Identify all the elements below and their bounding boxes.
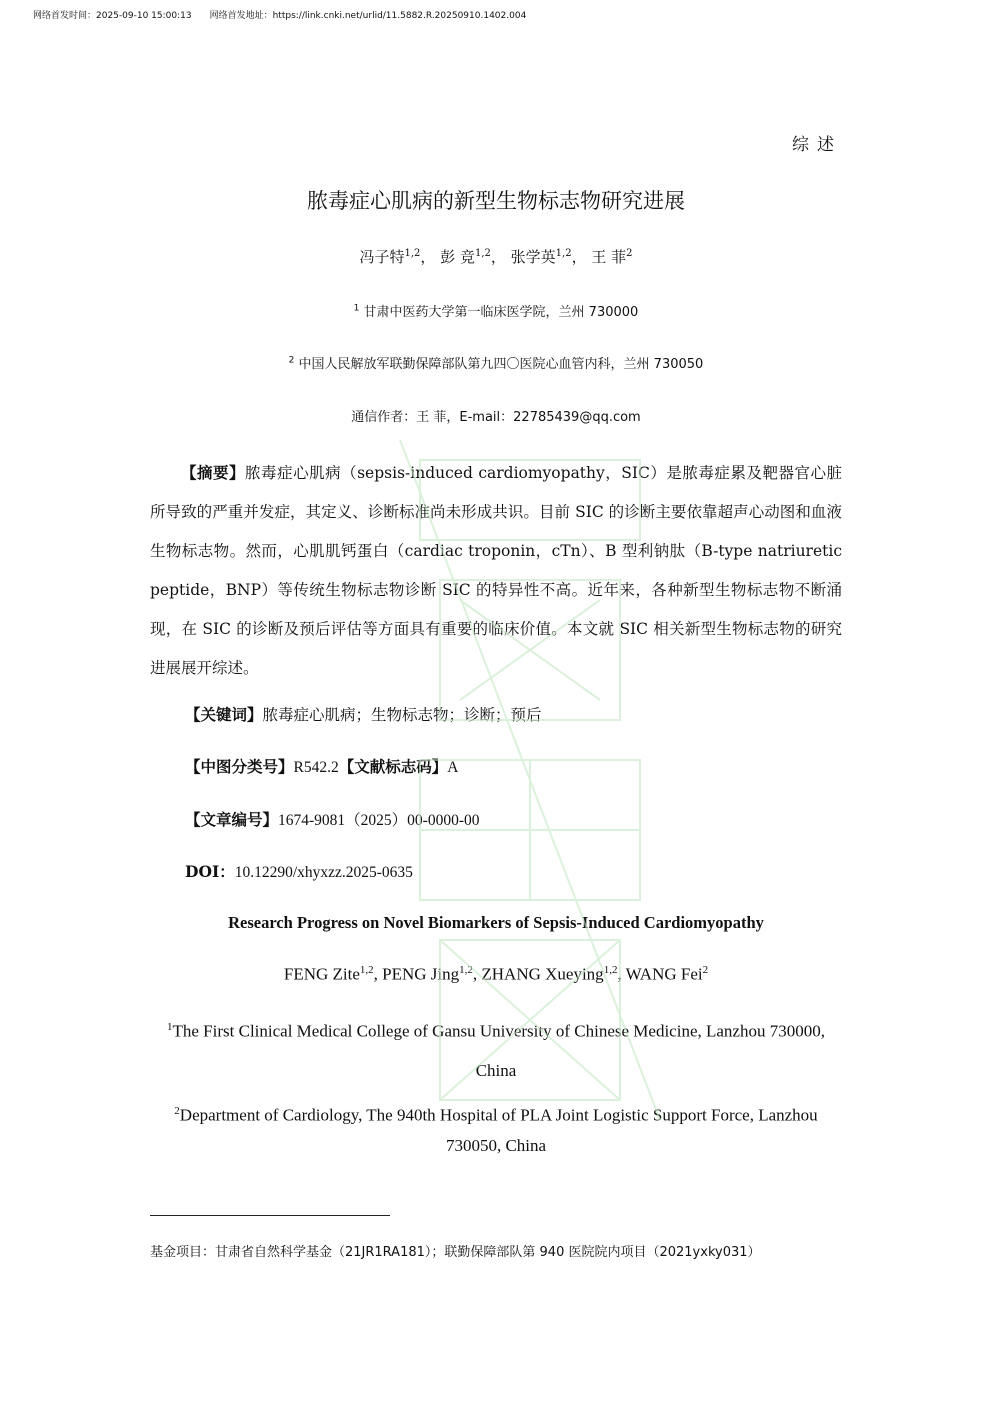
author-name-en: ZHANG Xueying bbox=[481, 964, 604, 984]
title-cn: 脓毒症心肌病的新型生物标志物研究进展 bbox=[307, 189, 685, 213]
author-name: 王 菲 bbox=[591, 248, 627, 266]
publish-time: 网络首发时间：2025-09-10 15:00:13 bbox=[33, 11, 192, 21]
author-affil-sup: 1,2 bbox=[555, 248, 572, 259]
funding-footnote: 基金项目：甘肃省自然科学基金（21JR1RA181）；联勤保障部队第 940 医院院内项目（2021yxky031） bbox=[150, 1245, 761, 1260]
doi bbox=[185, 860, 413, 882]
affil-text: 中国人民解放军联勤保障部队第九四〇医院心血管内科，兰州 730050 bbox=[298, 357, 704, 372]
affil-sup: 1 bbox=[353, 303, 360, 314]
author-name: 彭 竞 bbox=[440, 248, 475, 266]
affil-sup: 2 bbox=[174, 1105, 180, 1117]
article-number-value: 1674-9081（2025）00-0000-00 bbox=[278, 812, 480, 829]
abstract-text: 脓毒症心肌病（sepsis-induced cardiomyopathy，SIC）是脓毒症累及靶器官心脏所导致的严重并发症，其定义、诊断标准尚未形成共识。目前 SIC 的诊断主要依靠超声心动图和血液生物标志物。然而，心肌肌钙蛋白（cardiac troponin，cTn）、B 型利钠肽（B-type natriuretic peptide，BNP）等传统生物标志物诊断 SIC 的特异性不高。近年来，各种新型生物标志物不断涌现，在 SIC 的诊断及预后评估等方面具有重要的临床价值。本文就 SIC 相关新型生物标志物的研究进展展开综述。 bbox=[150, 464, 842, 677]
author-affil-sup: 2 bbox=[626, 248, 633, 259]
author-affil-sup: 1,2 bbox=[404, 248, 421, 259]
abstract bbox=[150, 453, 842, 688]
affil-text: 甘肃中医药大学第一临床医学院，兰州 730000 bbox=[363, 305, 639, 320]
correspondence: 通信作者：王 菲，E-mail：22785439@qq.com bbox=[351, 410, 641, 425]
affil-text-en: The First Clinical Medical College of Gansu University of Chinese Medicine, Lanzhou 730000, China bbox=[172, 1021, 825, 1080]
section-tag: 综述 bbox=[792, 135, 842, 155]
author-affil-sup: 1,2 bbox=[603, 964, 618, 976]
author-affil-sup: 1,2 bbox=[474, 248, 491, 259]
keywords-label: 【关键词】 bbox=[185, 705, 263, 724]
affiliation-en-2 bbox=[150, 1096, 842, 1161]
authors-cn: 冯子特$^{1,2}$， 彭 竞$^{1,2}$， 张学英$^{1,2}$， 王 菲$^2$ bbox=[359, 248, 633, 266]
footnote-divider bbox=[150, 1215, 390, 1216]
affiliation-en-1 bbox=[150, 1008, 842, 1090]
publication-header bbox=[33, 8, 526, 21]
affil-sup: 1 bbox=[167, 1021, 173, 1033]
doi-value: 10.12290/xhyxzz.2025-0635 bbox=[234, 864, 413, 881]
author-affil-sup: 1,2 bbox=[359, 964, 374, 976]
clc-label: 【中图分类号】 bbox=[185, 757, 294, 776]
author-name-en: FENG Zite bbox=[283, 964, 360, 984]
author-name: 张学英 bbox=[510, 248, 556, 266]
author-affil-sup: 2 bbox=[702, 964, 709, 976]
affil-sup: 2 bbox=[288, 355, 295, 366]
authors-en: FENG Zite$^{1,2}$, PENG Jing$^{1,2}$, ZHANG Xueying$^{1,2}$, WANG Fei$^2$ bbox=[283, 964, 709, 984]
article-number-label: 【文章编号】 bbox=[185, 810, 279, 829]
abstract-label: 【摘要】 bbox=[181, 463, 246, 482]
clc-value: R542.2 bbox=[293, 759, 339, 776]
author-affil-sup: 1,2 bbox=[459, 964, 473, 976]
doc-code-label: 【文献标志码】 bbox=[338, 757, 448, 776]
doc-code-value: A bbox=[447, 759, 459, 776]
affiliation-cn-2 bbox=[0, 353, 992, 372]
affil-text-en: Department of Cardiology, The 940th Hospital of PLA Joint Logistic Support Force, Lanzhou 730050, China bbox=[179, 1105, 818, 1155]
keywords-text: 脓毒症心肌病；生物标志物；诊断；预后 bbox=[262, 706, 542, 724]
affiliation-cn-1 bbox=[0, 301, 992, 320]
classification bbox=[185, 755, 458, 777]
author-name-en: WANG Fei bbox=[625, 964, 703, 984]
author-name-en: PENG Jing bbox=[382, 964, 460, 984]
article-number bbox=[185, 808, 480, 830]
doi-label: DOI： bbox=[185, 862, 235, 881]
author-name: 冯子特 bbox=[359, 248, 405, 266]
keywords bbox=[185, 703, 542, 725]
title-en: Research Progress on Novel Biomarkers of Sepsis-Induced Cardiomyopathy bbox=[228, 913, 764, 932]
publish-url: 网络首发地址：https://link.cnki.net/urlid/11.5882.R.20250910.1402.004 bbox=[209, 11, 527, 21]
